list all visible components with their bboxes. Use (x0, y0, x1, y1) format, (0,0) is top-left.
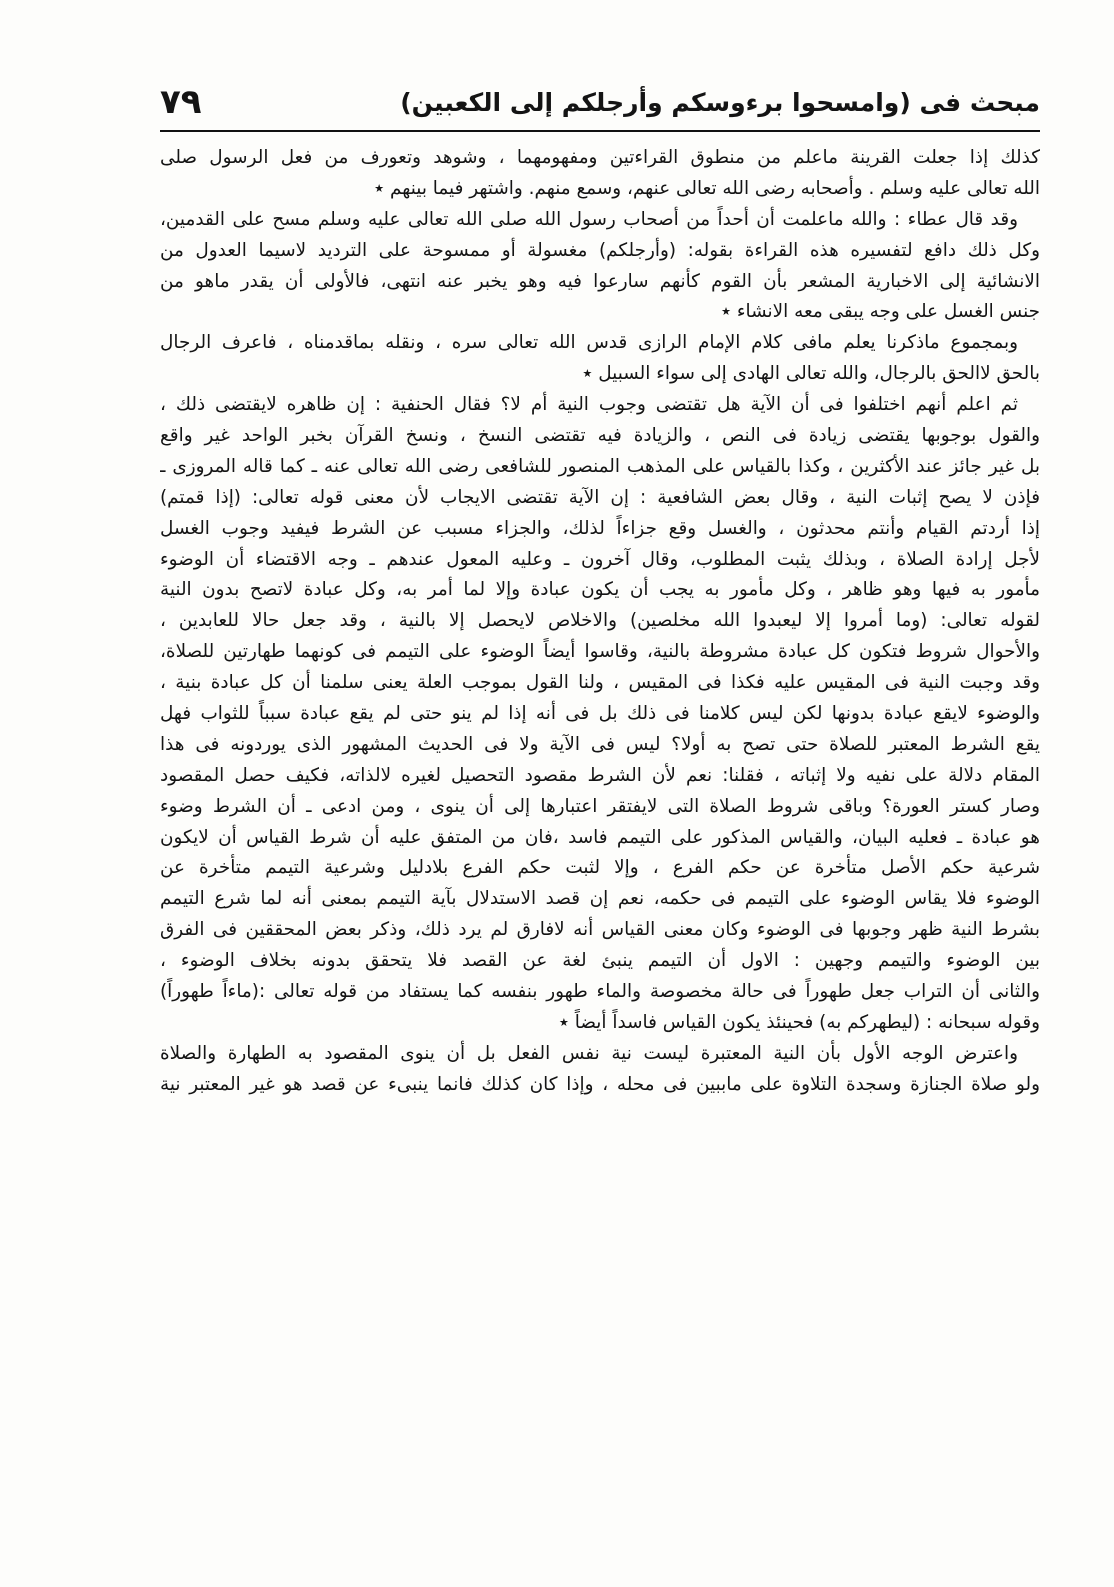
text-line: والأحوال شروط فتكون كل عبادة مشروطة بالنية، وقاسوا أيضاً الوضوء على التيمم فى كونهما طهارتين للصلاة، (160, 641, 1040, 663)
text-line: إذا أردتم القيام وأنتم محدثون ، والغسل وقع جزاءاً لذلك، والجزاء مسبب عن الشرط فيفيد وجوب الغسل (160, 517, 1040, 539)
text-line: وقد وجبت النية فى المقيس عليه فكذا فى المقيس ، ولنا القول بموجب العلة يعنى سلمنا أن كل عبادة بنية ، (160, 672, 1040, 694)
text-line: هو عبادة ـ فعليه البيان، والقياس المذكور على التيمم فاسد ،فان من المتفق عليه أن شرط القياس أن لايكون (160, 826, 1040, 848)
text-line: الله تعالى عليه وسلم . وأصحابه رضى الله تعالى عنهم، وسمع منهم. واشتهر فيما بينهم ٭ (374, 177, 1040, 199)
text-line: بشرط النية ظهر وجوبها فى الوضوء وكان معنى القياس أنه لافارق لم يرد ذلك، وذكر بعض المحققين فى الفرق (160, 919, 1040, 941)
text-line: فإذن لا يصح إثبات النية ، وقال بعض الشافعية : إن الآية تقتضى الايجاب لأن معنى قوله تعالى: (إذا قمتم) (160, 486, 1040, 508)
text-line: ثم اعلم أنهم اختلفوا فى أن الآية هل تقتضى وجوب النية أم لا؟ فقال الحنفية : إن ظاهره لايقتضى ذلك ، (160, 394, 1018, 416)
text-line: بالحق لاالحق بالرجال، والله تعالى الهادى إلى سواء السبيل ٭ (582, 363, 1040, 385)
text-line: بين الوضوء والتيمم وجهين : الاول أن التيمم ينبئ لغة عن القصد فلا يتحقق بدونه بخلاف الوضوء ، (160, 950, 1040, 972)
text-line: ولو صلاة الجنازة وسجدة التلاوة على ماببين فى محله ، وإذا كان كذلك فانما ينبىء عن قصد هو غير المعتبر نية (160, 1073, 1040, 1095)
text-line: وقد قال عطاء : والله ماعلمت أن أحداً من أصحاب رسول الله صلى الله تعالى عليه وسلم مسح على القدمين، (160, 208, 1018, 230)
text-line: شرعية حكم الأصل متأخرة عن حكم الفرع ، وإلا لثبت حكم الفرع بلادليل وشرعية التيمم متأخرة عن (160, 857, 1040, 879)
text-line: لأجل إرادة الصلاة ، وبذلك يثبت المطلوب، وقال آخرون ـ وعليه المعول عندهم ـ وجه الاقتضاء أن الوضوء (160, 548, 1040, 570)
text-line: مأمور به فيها وهو ظاهر ، وكل مأمور به يجب أن يكون عبادة وإلا لما أمر به، وكل عبادة لاتصح بدون النية (160, 579, 1040, 601)
page-number: ٧٩ (160, 82, 202, 122)
text-line: يقع الشرط المعتبر للصلاة حتى تصح به أولا؟ ليس فى الآية ولا فى الحديث المشهور الذى يوردونه فى هذا (160, 733, 1040, 755)
text-line: وقوله سبحانه : (ليطهركم به) فحينئذ يكون القياس فاسداً أيضاً ٭ (558, 1011, 1040, 1033)
text-line: كذلك إذا جعلت القرينة ماعلم من منطوق القراءتين ومفهومهما ، وشوهد وتعورف من فعل الرسول صلى (160, 147, 1040, 168)
text-line: بل غير جائز عند الأكثرين ، وكذا بالقياس على المذهب المنصور للشافعى رضى الله تعالى عنه ـ كما قاله المروزى ـ (160, 455, 1040, 477)
text-line: لقوله تعالى: (وما أمروا إلا ليعبدوا الله مخلصين) والاخلاص لايحصل إلا بالنية ، وقد جعل حالا للعابدين ، (160, 610, 1040, 632)
text-line: وكل ذلك دافع لتفسيره هذه القراءة بقوله: (وأرجلكم) مغسولة أو ممسوحة على الترديد لاسيما العدول من (160, 239, 1040, 261)
text-line: واعترض الوجه الأول بأن النية المعتبرة ليست نية نفس الفعل بل أن ينوى المقصود به الطهارة والصلاة (160, 1042, 1018, 1064)
header-divider (160, 130, 1040, 132)
text-line: المقام دلالة على نفيه ولا إثباته ، فقلنا: نعم لأن الشرط مقصود التحصيل لغيره لالذاته، فكيف حصل المقصود (160, 764, 1040, 786)
text-line: جنس الغسل على وجه يبقى معه الانشاء ٭ (721, 301, 1040, 323)
text-line: وبمجموع ماذكرنا يعلم مافى كلام الإمام الرازى قدس الله تعالى سره ، ونقله بماقدمناه ، فاعرف الرجال (160, 332, 1018, 354)
running-title: مبحث فی (وامسحوا برءوسکم وأرجلکم إلی الکعبین) (400, 88, 1040, 117)
text-line: الانشائية إلى الاخبارية المشعر بأن القوم كأنهم سارعوا فيه وهو يخبر عنه انتهى، فالأولى أن يقدر ماهو من (160, 270, 1040, 292)
text-line: وصار كستر العورة؟ وباقى شروط الصلاة التى لايفتقر اعتبارها إلى أن ينوى ، ومن ادعى ـ أن الشرط وضوء (160, 795, 1040, 817)
body-text (160, 143, 1040, 1101)
text-line: والقول بوجوبها يقتضى زيادة فى النص ، والزيادة فيه تقتضى النسخ ، ونسخ القرآن بخبر الواحد غير واقع (160, 425, 1040, 447)
page-header (160, 82, 1040, 128)
text-line: والثانى أن التراب جعل طهوراً فى حالة مخصوصة والماء طهور بنفسه كما يستفاد من قوله تعالى :(ماءاً طهوراً) (160, 981, 1040, 1003)
text-line: والوضوء لايقع عبادة بدونها لكن ليس كلامنا فى ذلك بل فى أنه إذا لم ينو حتى لم يقع عبادة سبباً للثواب فهل (160, 703, 1040, 725)
text-line: الوضوء فلا يقاس الوضوء على التيمم فى حكمه، نعم إن قصد الاستدلال بآية التيمم بمعنى أنه لما شرع التيمم (160, 888, 1040, 910)
